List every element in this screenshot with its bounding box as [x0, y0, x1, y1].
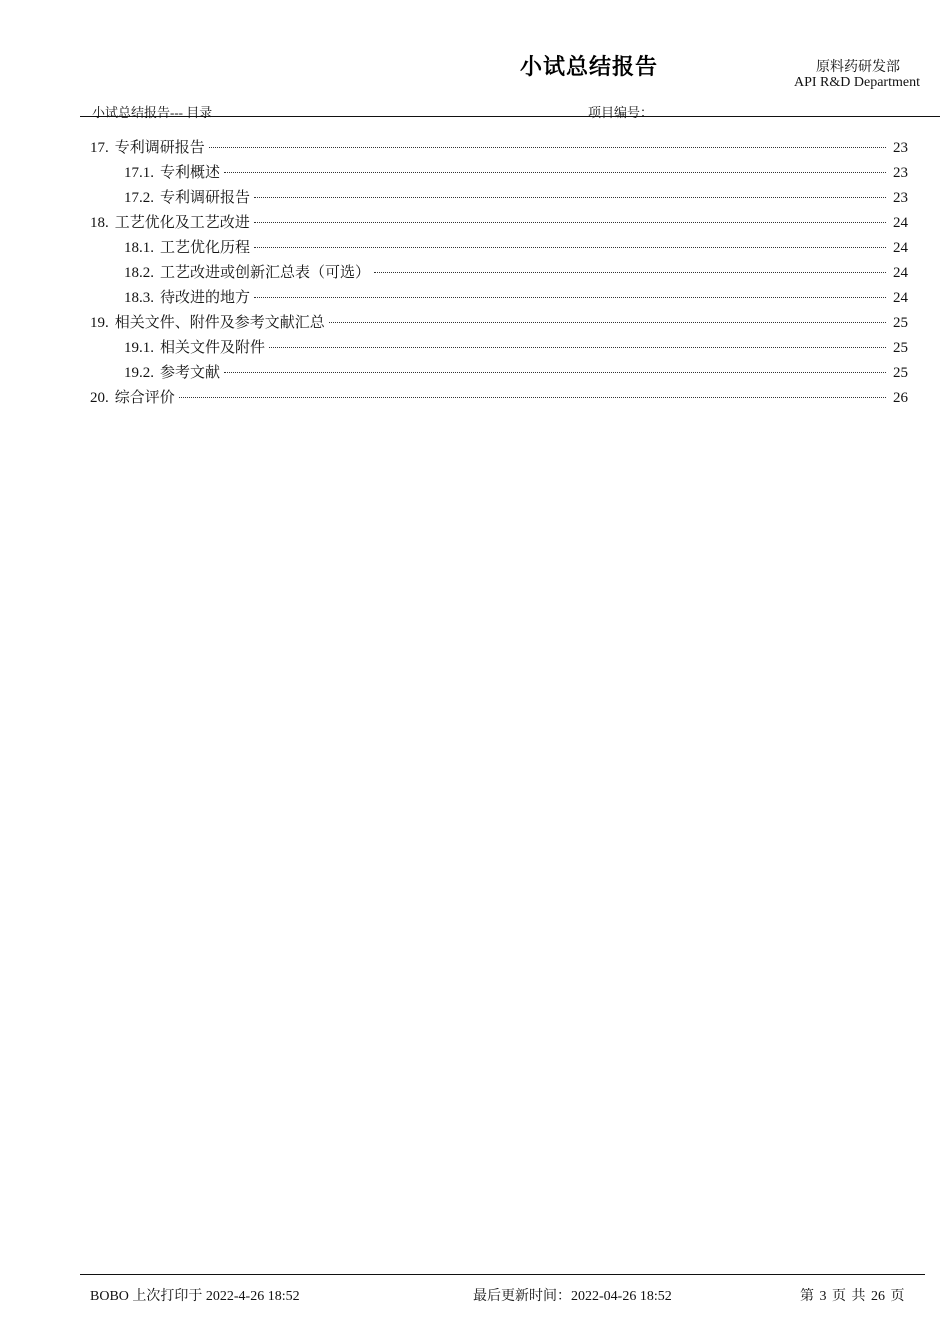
department-name-cn: 原料药研发部 [816, 60, 900, 75]
toc-entry-page: 23 [893, 190, 908, 206]
toc-entry-title: 参考文献 [160, 365, 221, 381]
toc-entry-page: 26 [893, 390, 908, 406]
toc-dot-leader [254, 197, 886, 198]
toc-dot-leader [254, 297, 886, 298]
header-section-label: 小试总结报告--- 目录 [92, 105, 213, 120]
department-name-en: API R&D Department [794, 75, 920, 90]
toc-entry-18-1[interactable] [90, 236, 908, 261]
toc-entry-20[interactable] [90, 386, 908, 411]
toc-entry-title: 相关文件及附件 [160, 340, 266, 356]
toc-entry-19-1[interactable] [90, 336, 908, 361]
toc-dot-leader [269, 347, 886, 348]
footer-page-number: 第 3 页 共 26 页 [800, 1289, 905, 1304]
toc-entry-page: 24 [893, 240, 908, 256]
toc-dot-leader [254, 222, 886, 223]
toc-entry-number: 19. [90, 315, 109, 331]
report-title: 小试总结报告 [520, 55, 659, 80]
toc-dot-leader [374, 272, 886, 273]
toc-entry-17-1[interactable] [90, 161, 908, 186]
toc-dot-leader [329, 322, 886, 323]
toc-entry-page: 24 [893, 215, 908, 231]
toc-entry-number: 20. [90, 390, 109, 406]
project-number-label: 项目编号： [588, 105, 654, 120]
toc-entry-page: 24 [893, 290, 908, 306]
toc-entry-number: 17.2. [124, 190, 154, 206]
toc-entry-number: 19.1. [124, 340, 154, 356]
toc-entry-17-2[interactable] [90, 186, 908, 211]
header-divider [80, 116, 940, 117]
footer-print-info: BOBO 上次打印于 2022-4-26 18:52 [90, 1289, 300, 1304]
toc-entry-page: 25 [893, 365, 908, 381]
toc-entry-number: 17.1. [124, 165, 154, 181]
toc-dot-leader [209, 147, 886, 148]
toc-entry-number: 18.3. [124, 290, 154, 306]
toc-entry-number: 18. [90, 215, 109, 231]
toc-entry-number: 17. [90, 140, 109, 156]
toc-entry-title: 工艺优化历程 [160, 240, 251, 256]
table-of-contents [90, 136, 908, 411]
toc-entry-number: 18.2. [124, 265, 154, 281]
toc-entry-title: 相关文件、附件及参考文献汇总 [114, 315, 325, 331]
toc-entry-18-3[interactable] [90, 286, 908, 311]
toc-entry-18[interactable] [90, 211, 908, 236]
toc-entry-19-2[interactable] [90, 361, 908, 386]
toc-entry-page: 25 [893, 315, 908, 331]
toc-entry-page: 24 [893, 265, 908, 281]
toc-entry-number: 19.2. [124, 365, 154, 381]
toc-entry-title: 专利概述 [160, 165, 221, 181]
toc-dot-leader [224, 172, 886, 173]
toc-entry-title: 专利调研报告 [160, 190, 251, 206]
footer-update-time: 最后更新时间：2022-04-26 18:52 [473, 1289, 672, 1304]
toc-entry-number: 18.1. [124, 240, 154, 256]
toc-entry-19[interactable] [90, 311, 908, 336]
toc-entry-17[interactable] [90, 136, 908, 161]
toc-entry-title: 综合评价 [114, 390, 175, 406]
toc-dot-leader [224, 372, 886, 373]
toc-entry-title: 专利调研报告 [114, 140, 205, 156]
toc-dot-leader [179, 397, 886, 398]
toc-entry-title: 工艺优化及工艺改进 [114, 215, 250, 231]
toc-entry-18-2[interactable] [90, 261, 908, 286]
toc-entry-page: 23 [893, 140, 908, 156]
toc-dot-leader [254, 247, 886, 248]
toc-entry-title: 工艺改进或创新汇总表（可选） [160, 265, 371, 281]
toc-entry-title: 待改进的地方 [160, 290, 251, 306]
toc-entry-page: 25 [893, 340, 908, 356]
toc-entry-page: 23 [893, 165, 908, 181]
footer-divider [80, 1274, 925, 1275]
